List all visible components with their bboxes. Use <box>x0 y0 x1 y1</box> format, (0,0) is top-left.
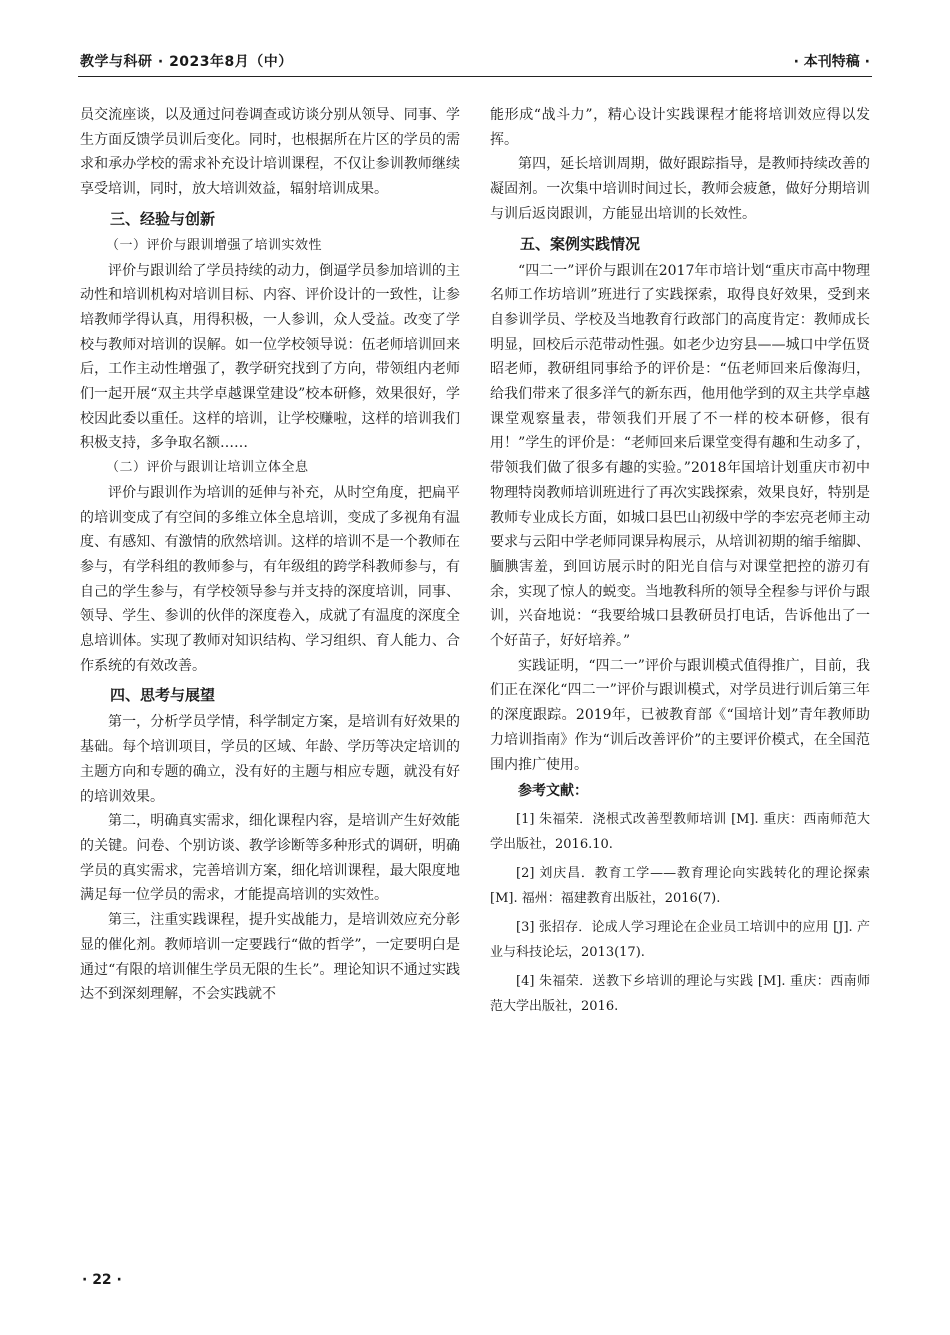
section-header: · 本刊特稿 · <box>793 54 870 70</box>
subsection-heading-2: （二）评价与跟训让培训立体全息 <box>106 460 309 476</box>
section-heading-5: 五、案例实践情况 <box>520 234 641 253</box>
paragraph: 评价与跟训给了学员持续的动力，倒逼学员参加培训的主动性和培训机构对培训目标、内容、评价设计的一致性，让参培教师学得认真，用得积极，一人参训，众人受益。改变了学校与教师对培训的误解。如一位学校领导说：伍老师培训回来后，工作主动性增强了，教学研究找到了方向，带领组内老师们一起开展“双主共学卓越课堂建设”校本研修，效果很好，学校因此委以重任。这样的培训，让学校赚啦，这样的培训我们积极支持，多争取名额…… <box>80 262 460 452</box>
left-column <box>80 103 460 1007</box>
section-heading-4: 四、思考与展望 <box>110 686 216 705</box>
reference-item: [2] 刘庆昌．教育工学——教育理论向实践转化的理论探索 [M]. 福州：福建教育出版社，2016(7). <box>490 866 870 907</box>
intro-paragraph: 员交流座谈，以及通过问卷调查或访谈分别从领导、同事、学生方面反馈学员训后变化。同时，也根据所在片区的学员的需求和承办学校的需求补充设计培训课程，不仅让参训教师继续享受培训，同时，放大培训效益，辐射培训成果。 <box>80 107 460 198</box>
reference-item: [3] 张招存．论成人学习理论在企业员工培训中的应用 [J]. 产业与科技论坛，2013(17). <box>490 920 870 961</box>
journal-header: 教学与科研 · 2023年8月（中） <box>80 54 293 70</box>
paragraph: “四二一”评价与跟训在2017年市培计划“重庆市高中物理名师工作坊培训”班进行了实践探索，取得良好效果，受到来自参训学员、学校及当地教育行政部门的高度肯定：教师成长明显，回校后示范带动性强。如老少边穷县——城口中学伍贤昭老师，教研组同事给予的评价是：“伍老师回来后像海归，给我们带来了很多洋气的新东西，他用他学到的双主共学卓越课堂观察量表，带领我们开展了不一样的校本研修，很有用！”学生的评价是：“老师回来后课堂变得有趣和生动多了，带领我们做了很多有趣的实验。”2018年国培计划重庆市初中物理特岗教师培训班进行了再次实践探索，效果良好，特别是教师专业成长方面，如城口县巴山初级中学的李宏亮老师主动要求与云阳中学老师同课异构展示，从培训初期的缩手缩脚、腼腆害羞，到回访展示时的阳光自信与对课堂把控的游刃有余，实现了惊人的蜕变。当地教科所的领导全程参与评价与跟训，兴奋地说：“我要给城口县教研员打电话，告诉他出了一个好苗子，好好培养。” <box>490 262 870 650</box>
paragraph: 评价与跟训作为培训的延伸与补充，从时空角度，把扁平的培训变成了有空间的多维立体全息培训，变成了多视角有温度、有感知、有激情的欣然培训。这样的培训不是一个教师在参与，有学科组的教师参与，有年级组的跨学科教师参与，有自己的学生参与，有学校领导参与并支持的深度培训，同事、领导、学生、参训的伙伴的深度卷入，成就了有温度的深度全息培训体。实现了教师对知识结构、学习组织、育人能力、合作系统的有效改善。 <box>80 484 460 674</box>
references-title: 参考文献： <box>518 783 588 800</box>
continued-paragraph: 能形成“战斗力”，精心设计实践课程才能将培训效应得以发挥。 <box>490 107 870 148</box>
section-heading-3: 三、经验与创新 <box>110 209 216 228</box>
subsection-heading-1: （一）评价与跟训增强了培训实效性 <box>106 237 323 253</box>
page-number: · 22 · <box>82 1272 122 1288</box>
paragraph: 第二，明确真实需求，细化课程内容，是培训产生好效能的关键。问卷、个别访谈、教学诊断等多种形式的调研，明确学员的真实需求，完善培训方案，细化培训课程，最大限度地满足每一位学员的需求，才能提高培训的实效性。 <box>80 813 460 904</box>
paragraph: 第一，分析学员学情，科学制定方案，是培训有好效果的基础。每个培训项目，学员的区域、年龄、学历等决定培训的主题方向和专题的确立，没有好的主题与相应专题，就没有好的培训效果。 <box>80 714 460 805</box>
paragraph: 第四，延长培训周期，做好跟踪指导，是教师持续改善的凝固剂。一次集中培训时间过长，教师会疲惫，做好分期培训与训后返岗跟训，方能显出培训的长效性。 <box>490 156 870 222</box>
paragraph: 第三，注重实践课程，提升实战能力，是培训效应充分彰显的催化剂。教师培训一定要践行“做的哲学”，一定要明白是通过“有限的培训催生学员无限的生长”。理论知识不通过实践达不到深刻理解，不会实践就不 <box>80 912 460 1003</box>
header-rule <box>78 76 872 77</box>
reference-item: [1] 朱福荣．浇根式改善型教师培训 [M]. 重庆：西南师范大学出版社，2016.10. <box>490 812 870 853</box>
right-column <box>490 103 870 1023</box>
paragraph: 实践证明，“四二一”评价与跟训模式值得推广，目前，我们正在深化“四二一”评价与跟训模式，对学员进行训后第三年的深度跟踪。2019年，已被教育部《“国培计划”青年教师助力培训指南》作为“训后改善评价”的主要评价模式，在全国范围内推广使用。 <box>490 657 870 773</box>
reference-item: [4] 朱福荣．送教下乡培训的理论与实践 [M]. 重庆：西南师范大学出版社，2016. <box>490 974 870 1015</box>
